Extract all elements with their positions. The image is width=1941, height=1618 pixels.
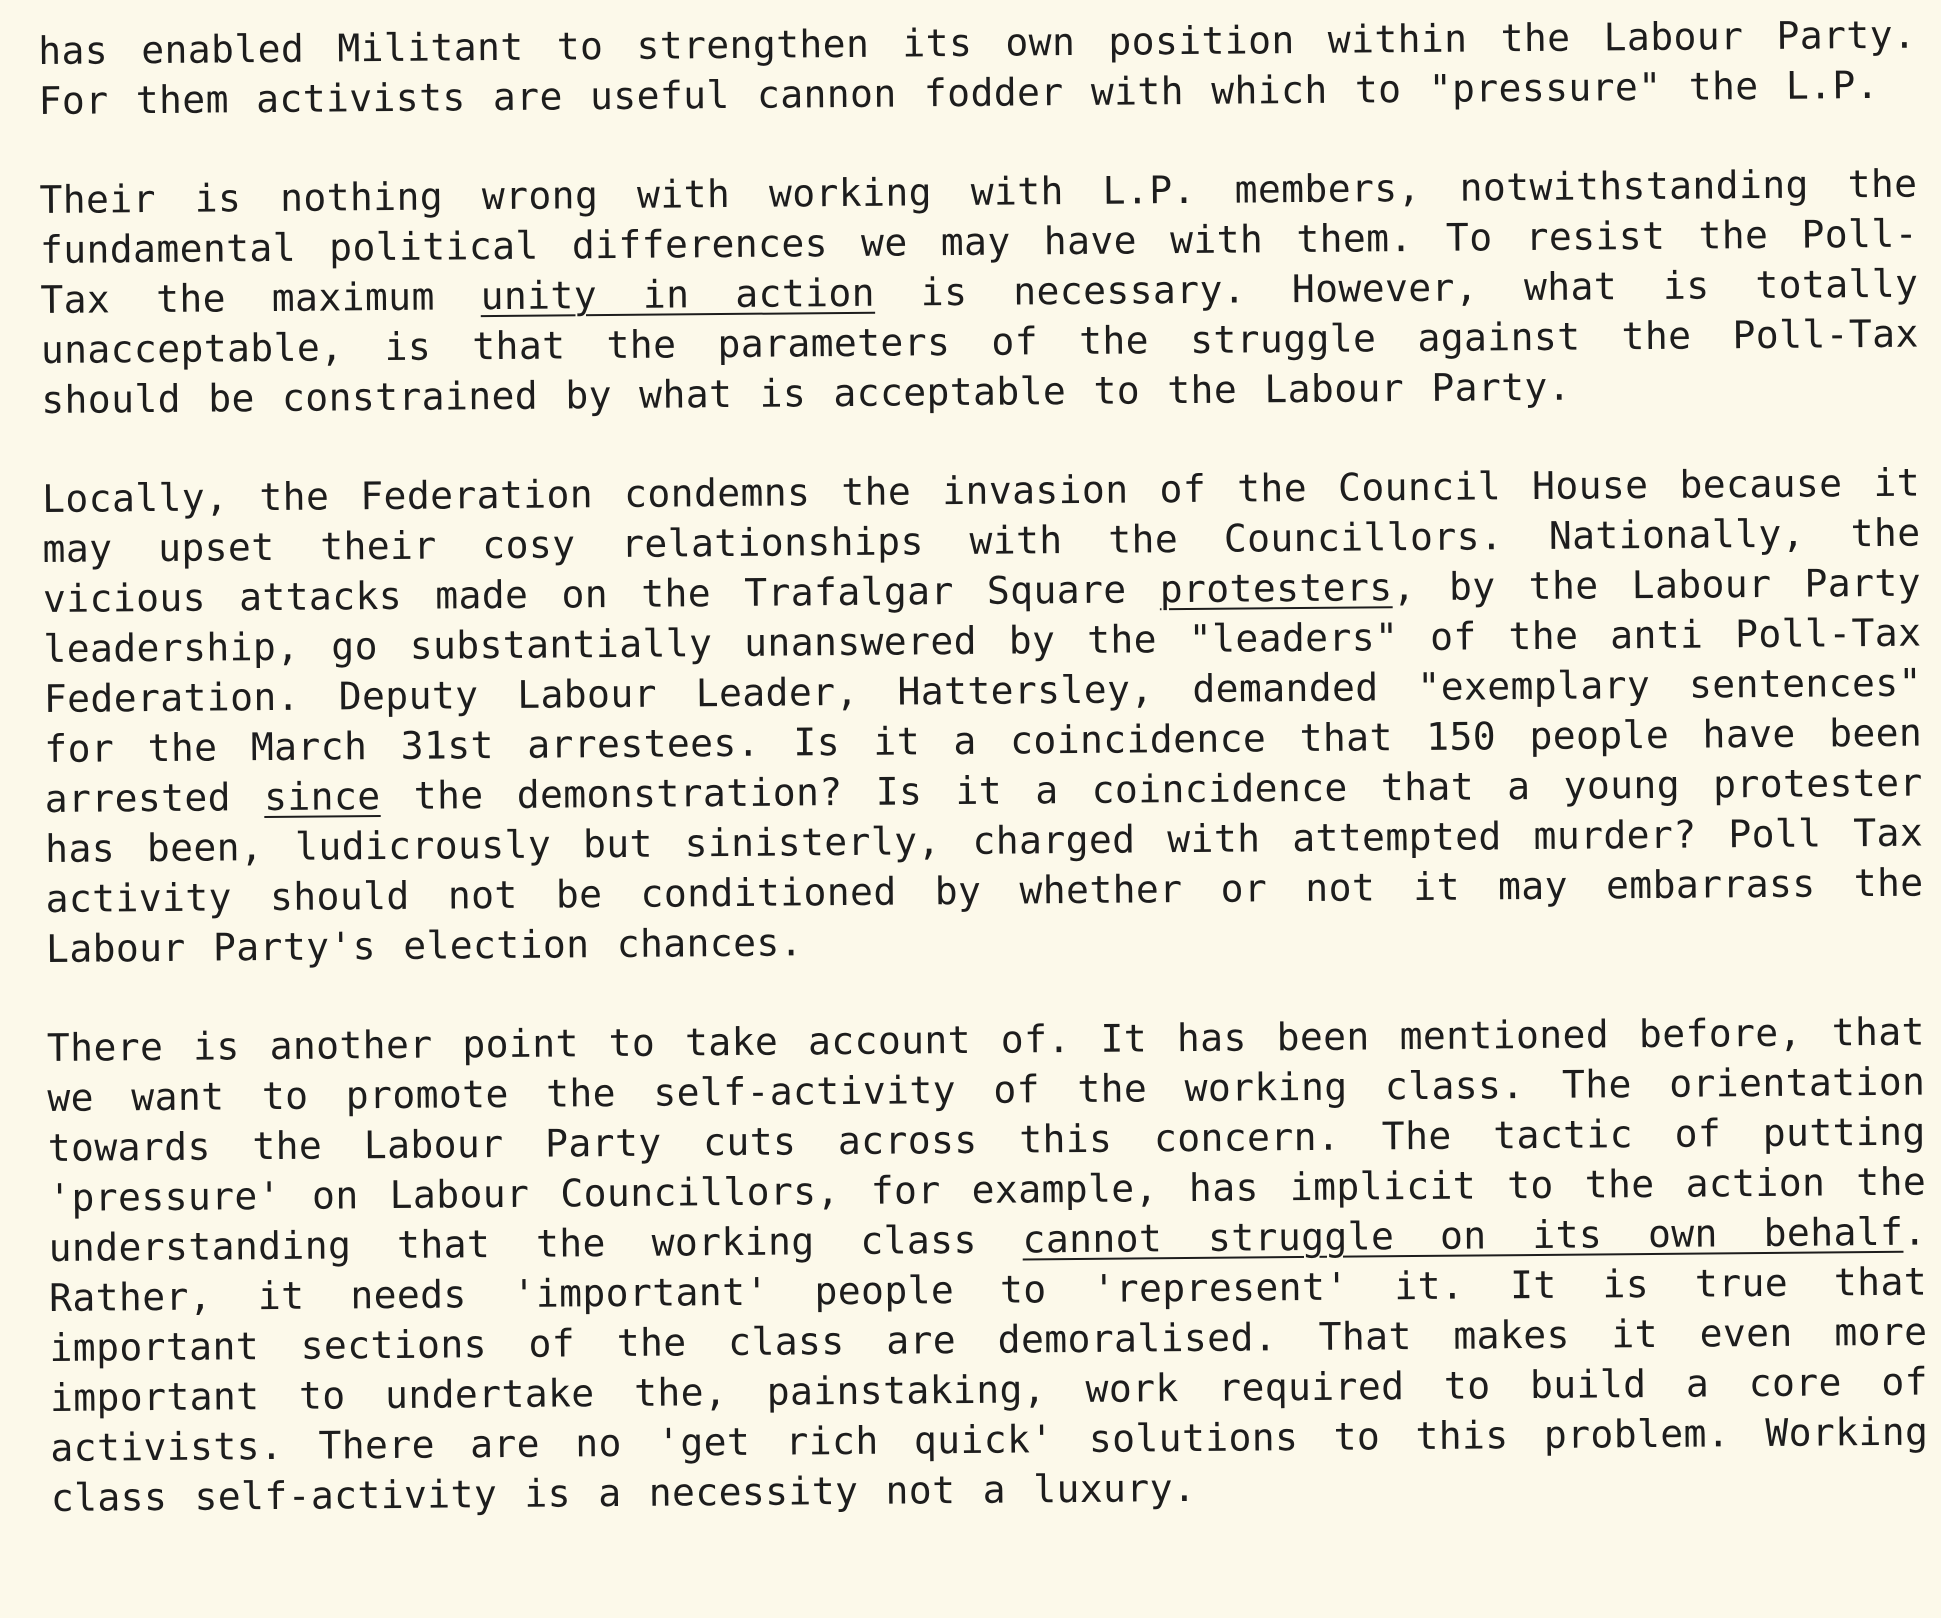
paragraph-text: , by the Labour Party leadership, go substantially unanswered by the "leaders" of the anti Poll-Tax Federation. Deputy Labour Leader, Hattersley, demanded "exemplary sentences" for the March 31st arrestees. Is it a coincidence that 150 people have been arrested xyxy=(43,560,1923,821)
paragraph-3 xyxy=(42,458,1924,974)
paragraph-2 xyxy=(39,159,1919,425)
underlined-phrase: unity in action xyxy=(480,270,876,319)
paragraph-1 xyxy=(38,10,1917,126)
underlined-phrase: protesters xyxy=(1159,565,1393,612)
paragraph-text: is necessary. However, what is totally unacceptable, is that the parameters of the struggle against the Poll-Tax should be constrained by what is acceptable to the Labour Party. xyxy=(40,261,1919,422)
document-body xyxy=(38,10,1929,1523)
paragraph-text: has enabled Militant to strengthen its own position within the Labour Party. For them activists are useful cannon fodder with which to "pressure" the L.P. xyxy=(38,12,1917,123)
paragraph-text: . Rather, it needs 'important' people to 'represent' it. It is true that important sections of the class are demoralised. That makes it even more important to undertake the, painstaking, work required to build a core of activists. There are no 'get rich quick' solutions to this problem. Working class self-activity is a necessity not a luxury. xyxy=(48,1209,1929,1520)
paragraph-text: There is another point to take account of. It has been mentioned before, that we want to promote the self-activity of the working class. The orientation towards the Labour Party cuts across this concern. The tactic of putting 'pressure' on Labour Councillors, for example, has implicit to the action the understanding that the working class xyxy=(46,1009,1927,1270)
underlined-phrase: since xyxy=(263,774,381,820)
underlined-phrase: cannot struggle on its own behalf xyxy=(1022,1209,1904,1262)
paragraph-text: the demonstration? Is it a coincidence that a young protester has been, ludicrously but sinisterly, charged with attempted murder? Poll Tax activity should not be conditioned by whether or not it may embarrass the Labour Party's election chances. xyxy=(44,760,1924,971)
paragraph-text: Locally, the Federation condemns the invasion of the Council House because it may upset their cosy relationships with the Councillors. Nationally, the vicious attacks made on the Trafalgar Square xyxy=(41,460,1921,621)
paragraph-text: Their is nothing wrong with working with L.P. members, notwithstanding the fundamental political differences we may have with them. To resist the Poll-Tax the maximum xyxy=(39,161,1919,322)
paragraph-4 xyxy=(47,1007,1929,1523)
